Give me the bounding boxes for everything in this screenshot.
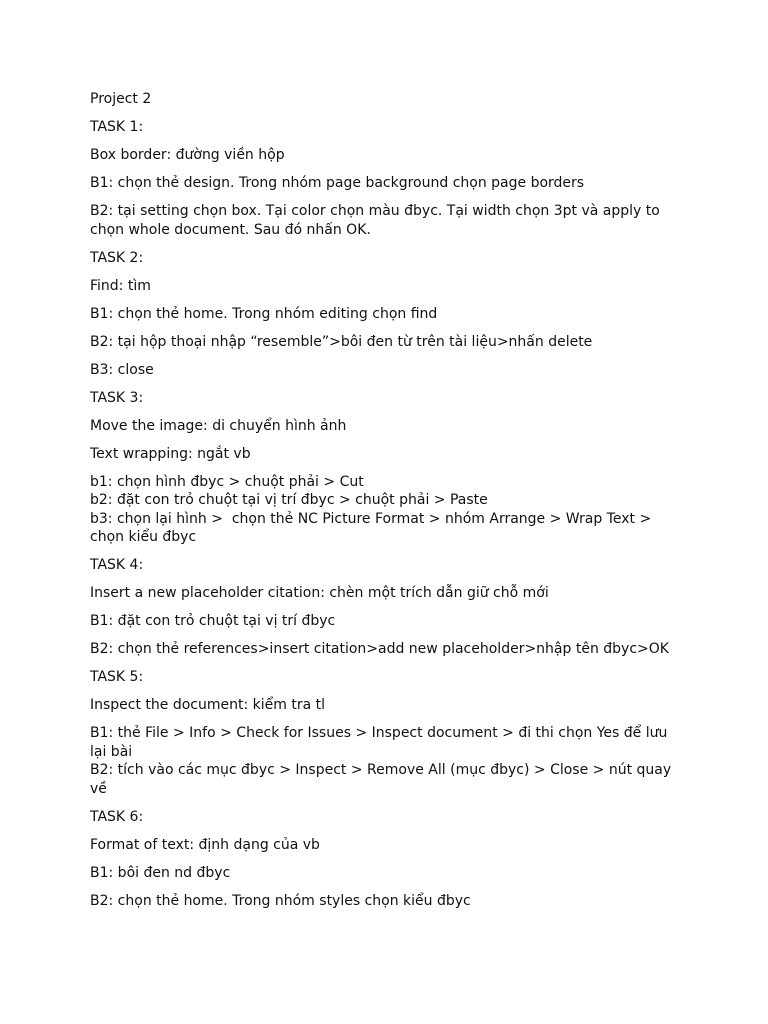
task-2-step-2: B2: tại hộp thoại nhập “resemble”>bôi đen từ trên tài liệu>nhấn delete [90,333,593,350]
task-6-step-2: B2: chọn thẻ home. Trong nhóm styles chọn kiểu đbyc [90,892,471,909]
task-3-topic-wrap: Text wrapping: ngắt vb [90,445,251,462]
task-4-step-1: B1: đặt con trỏ chuột tại vị trí đbyc [90,613,336,629]
task-1-step-1: B1: chọn thẻ design. Trong nhóm page background chọn page borders [90,175,585,191]
doc-title: Project 2 [90,91,152,107]
task-2-step-3: B3: close [90,361,154,378]
task-1-heading: TASK 1: [90,119,144,135]
task-2-topic: Find: tìm [90,277,151,294]
task-4-heading: TASK 4: [90,557,144,573]
task-3-heading: TASK 3: [90,389,144,406]
task-6-topic: Format of text: định dạng của vb [90,836,320,853]
document-page [90,90,680,920]
task-6-step-1: B1: bôi đen nd đbyc [90,864,231,881]
task-4-step-2: B2: chọn thẻ references>insert citation>add new placeholder>nhập tên đbyc>OK [90,641,669,657]
task-3-steps: b1: chọn hình đbyc > chuột phải > Cut b2: đặt con trỏ chuột tại vị trí đbyc > chuột phải > Paste b3: chọn lại hình > chọn thẻ NC Picture Format > nhóm Arrange > Wrap Text > chọn kiểu đbyc [90,473,652,545]
task-5-heading: TASK 5: [90,669,144,685]
task-2-step-1: B1: chọn thẻ home. Trong nhóm editing chọn find [90,305,438,322]
task-1-topic: Box border: đường viền hộp [90,147,285,163]
task-3-topic-move: Move the image: di chuyển hình ảnh [90,417,347,434]
task-5-steps: B1: thẻ File > Info > Check for Issues > Inspect document > đi thi chọn Yes để lưu lại bài B2: tích vào các mục đbyc > Inspect > Remove All (mục đbyc) > Close > nút quay về [90,725,672,797]
task-4-topic: Insert a new placeholder citation: chèn một trích dẫn giữ chỗ mới [90,585,549,601]
task-6-heading: TASK 6: [90,808,144,825]
task-5-topic: Inspect the document: kiểm tra tl [90,697,326,713]
task-2-heading: TASK 2: [90,249,144,266]
task-1-step-2: B2: tại setting chọn box. Tại color chọn màu đbyc. Tại width chọn 3pt và apply to chọn whole document. Sau đó nhấn OK. [90,203,665,238]
